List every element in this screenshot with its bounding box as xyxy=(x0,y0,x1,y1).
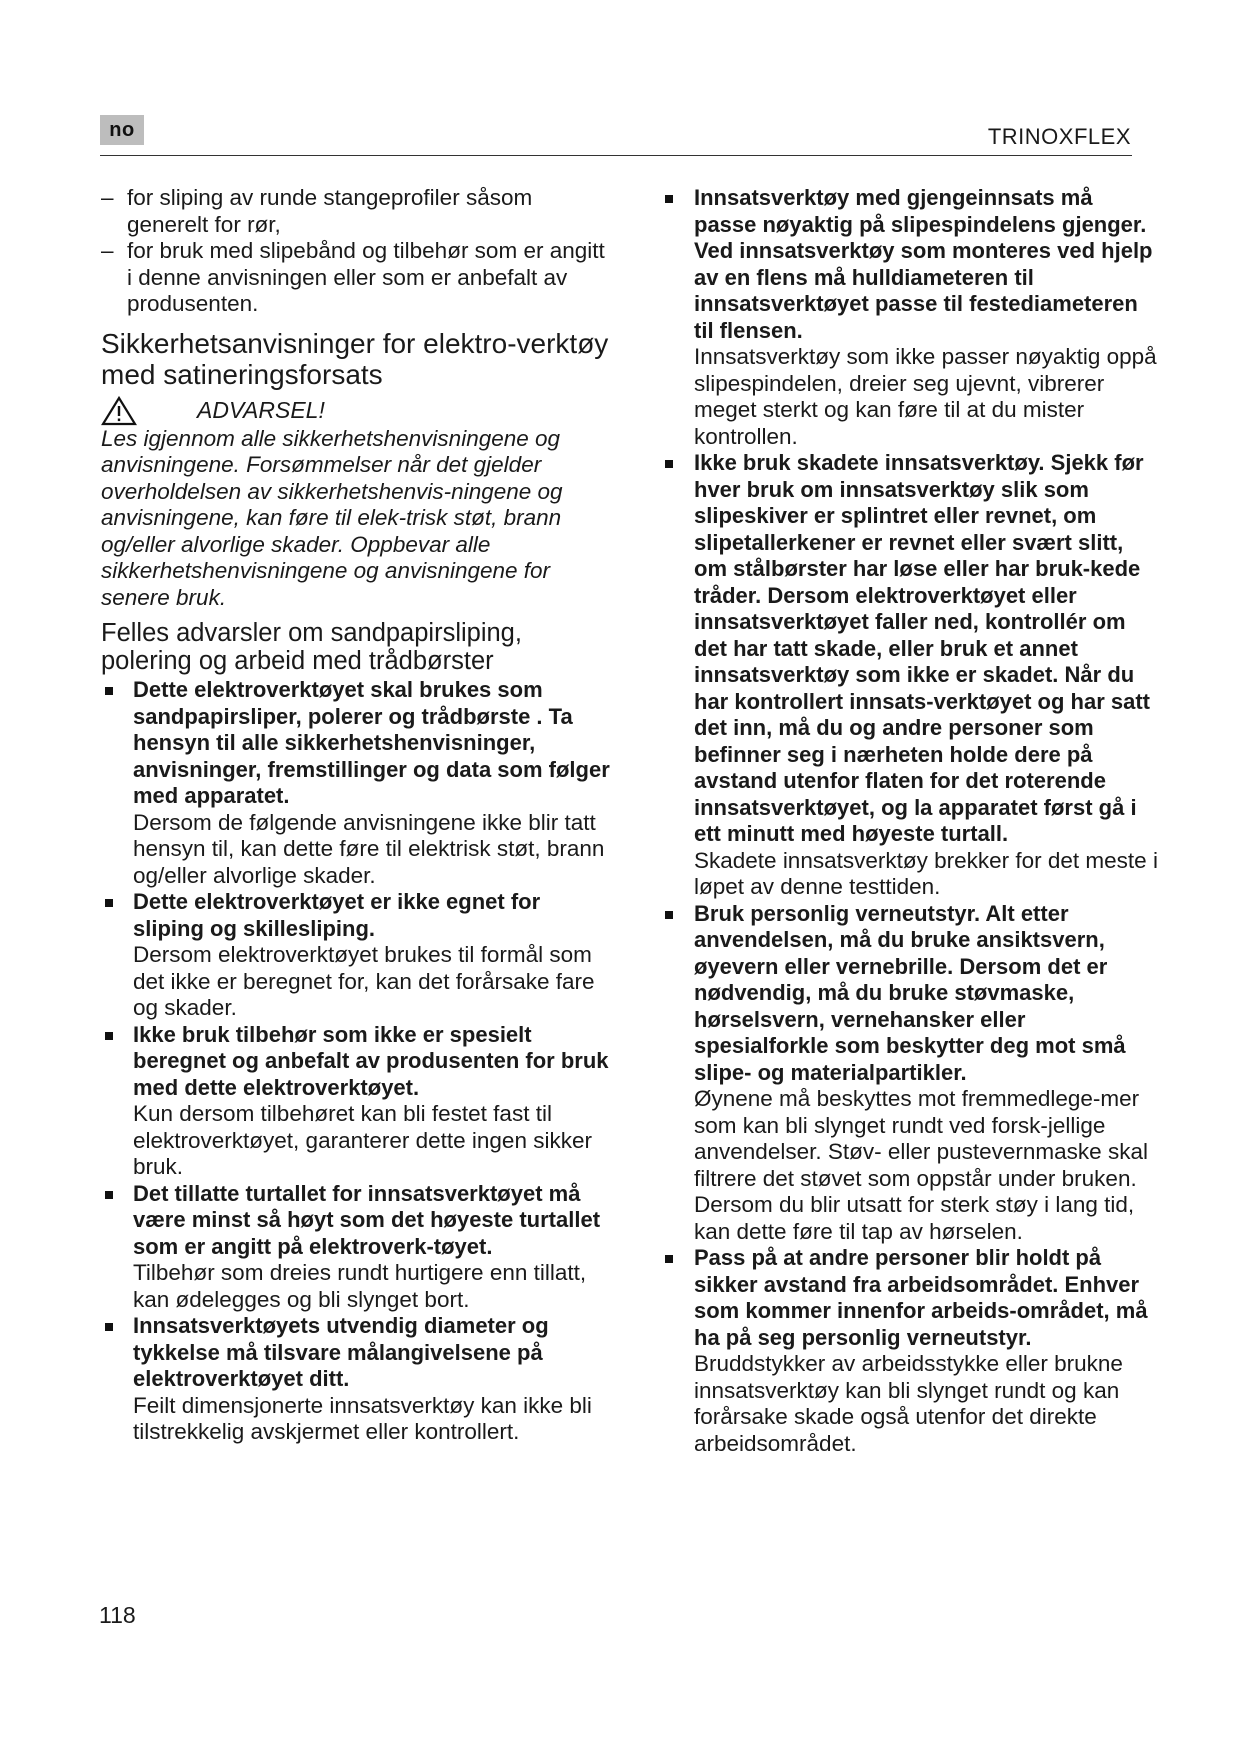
safety-bullet xyxy=(660,901,1160,1246)
left-column xyxy=(101,185,611,1446)
bullet-bold-text: Det tillatte turtallet for innsatsverktøyet må være minst så høyt som det høyeste turtallet som er angitt på elektroverk-tøyet. xyxy=(133,1180,601,1259)
brand-name: TRINOXFLEX xyxy=(987,124,1131,149)
bullet-square-icon xyxy=(105,1323,113,1331)
bullet-text: Dersom de følgende anvisningene ikke blir tatt hensyn til, kan dette føre til elektrisk støt, brann og/eller alvorlige skader. xyxy=(133,809,605,888)
bullet-text: Skadete innsatsverktøy brekker for det meste i løpet av denne testtiden. xyxy=(694,847,1158,899)
bullet-square-icon xyxy=(665,195,673,203)
intro-item-text: for bruk med slipebånd og tilbehør som er angitt i denne anvisningen eller som er anbefalt av produsenten. xyxy=(127,238,605,316)
warning-label: ADVARSEL! xyxy=(197,397,325,424)
page-number: 118 xyxy=(99,1602,136,1628)
bullet-text: Øynene må beskyttes mot fremmedlege-mer som kan bli slynget rundt ved forsk-jellige anvendelser. Støv- eller pustevernmaske skal filtrere det støvet som oppstår under bruken. Dersom du blir utsatt for sterk støy i lang tid, kan dette føre til tap av hørselen. xyxy=(694,1086,1148,1244)
safety-bullet xyxy=(660,1245,1160,1457)
bullet-bold-text: Bruk personlig verneutstyr. Alt etter anvendelsen, må du bruke ansiktsvern, øyevern eller vernebrille. Dersom det er nødvendig, må du bruke støvmaske, hørselsvern, vernehansker eller spesialforkle som beskytter deg mot små slipe- og materialpartikler. xyxy=(694,900,1126,1085)
warning-text: Les igjennom alle sikkerhetshenvisningene og anvisningene. Forsømmelser når det gjelder overholdelsen av sikkerhetshenvis-ningene og anvisningene, kan føre til elek-trisk støt, brann og/eller alvorlige skader. Oppbevar alle sikkerhetshenvisningene og anvisningene for senere bruk. xyxy=(101,425,563,610)
intro-item: – for bruk med slipebånd og tilbehør som er angitt i denne anvisningen eller som er anbefalt av produsenten. xyxy=(101,238,605,316)
warning-header xyxy=(101,396,611,426)
header-divider xyxy=(100,155,1132,156)
right-column xyxy=(660,185,1160,1457)
bullet-bold-text: Dette elektroverktøyet er ikke egnet for sliping og skillesliping. xyxy=(133,889,541,941)
bullet-text: Innsatsverktøy som ikke passer nøyaktig oppå slipespindelen, dreier seg ujevnt, vibrerer meget sterkt og kan føre til at du mister kontrollen. xyxy=(694,344,1157,449)
subsection-title: Felles advarsler om sandpapirsliping, polering og arbeid med trådbørster xyxy=(101,619,522,675)
safety-bullet xyxy=(660,185,1160,450)
bullet-bold-text: Ikke bruk skadete innsatsverktøy. Sjekk før hver bruk om innsatsverktøy slik som slipeskiver er splintret eller revnet, om slipetallerkener er revnet eller svært slitt, om stålbørster har løse eller har bruk-kede tråder. Dersom elektroverktøyet eller innsatsverktøyet faller ned, kontrollér om det har tatt skade, eller bruk et annet innsatsverktøy som ikke er skadet. Når du har kontrollert innsats-verktøyet og har satt det inn, må du og andre personer som befinner seg i nærheten holde dere på avstand utenfor flaten for det roterende innsatsverktøyet, og la apparatet først gå i ett minutt med høyeste turtall. xyxy=(694,450,1150,846)
warning-triangle-icon xyxy=(101,396,137,426)
bullet-text: Tilbehør som dreies rundt hurtigere enn tillatt, kan ødelegges og bli slynget bort. xyxy=(133,1260,587,1312)
bullet-square-icon xyxy=(105,899,113,907)
bullet-square-icon xyxy=(105,1191,113,1199)
bullet-text: Feilt dimensjonerte innsatsverktøy kan ikke bli tilstrekkelig avskjermet eller kontrollert. xyxy=(133,1392,592,1444)
safety-bullet xyxy=(101,1022,611,1181)
bullet-bold-text: Innsatsverktøy med gjengeinnsats må passe nøyaktig på slipespindelens gjenger. Ved innsatsverktøy som monteres ved hjelp av en flens må hulldiameteren til innsatsverktøyet passe til festediameteren til flensen. xyxy=(694,185,1153,343)
language-badge: no xyxy=(100,115,144,145)
bullet-square-icon xyxy=(665,911,673,919)
section-title: Sikkerhetsanvisninger for elektro-verktøy med satineringsforsats xyxy=(101,327,609,390)
bullet-square-icon xyxy=(665,460,673,468)
bullet-text: Dersom elektroverktøyet brukes til formål som det ikke er beregnet for, kan det forårsake fare og skader. xyxy=(133,942,595,1020)
bullet-square-icon xyxy=(105,1032,113,1040)
bullet-text: Bruddstykker av arbeidsstykke eller brukne innsatsverktøy kan bli slynget rundt og kan forårsake skade også utenfor det direkte arbeidsområdet. xyxy=(694,1351,1123,1456)
intro-item-text: for sliping av runde stangeprofiler såsom generelt for rør, xyxy=(127,185,533,237)
bullet-bold-text: Ikke bruk tilbehør som ikke er spesielt beregnet og anbefalt av produsenten for bruk med dette elektroverktøyet. xyxy=(133,1021,609,1100)
bullet-square-icon xyxy=(665,1255,673,1263)
bullet-square-icon xyxy=(105,687,113,695)
safety-bullet xyxy=(660,450,1160,901)
safety-bullet xyxy=(101,677,611,889)
bullet-bold-text: Dette elektroverktøyet skal brukes som sandpapirsliper, polerer og trådbørste . Ta hensyn til alle sikkerhetshenvisninger, anvisninger, fremstillinger og data som følger med apparatet. xyxy=(133,677,610,808)
safety-bullet xyxy=(101,1313,611,1446)
bullet-text: Kun dersom tilbehøret kan bli festet fast til elektroverktøyet, garanterer dette ingen sikker bruk. xyxy=(133,1101,592,1179)
intro-item: – for sliping av runde stangeprofiler såsom generelt for rør, xyxy=(101,185,533,237)
bullet-bold-text: Innsatsverktøyets utvendig diameter og tykkelse må tilsvare målangivelsene på elektroverktøyet ditt. xyxy=(133,1313,549,1391)
safety-bullet xyxy=(101,889,611,1022)
bullet-bold-text: Pass på at andre personer blir holdt på sikker avstand fra arbeidsområdet. Enhver som kommer innenfor arbeids-området, må ha på seg personlig verneutstyr. xyxy=(694,1245,1148,1350)
safety-bullet xyxy=(101,1181,611,1314)
